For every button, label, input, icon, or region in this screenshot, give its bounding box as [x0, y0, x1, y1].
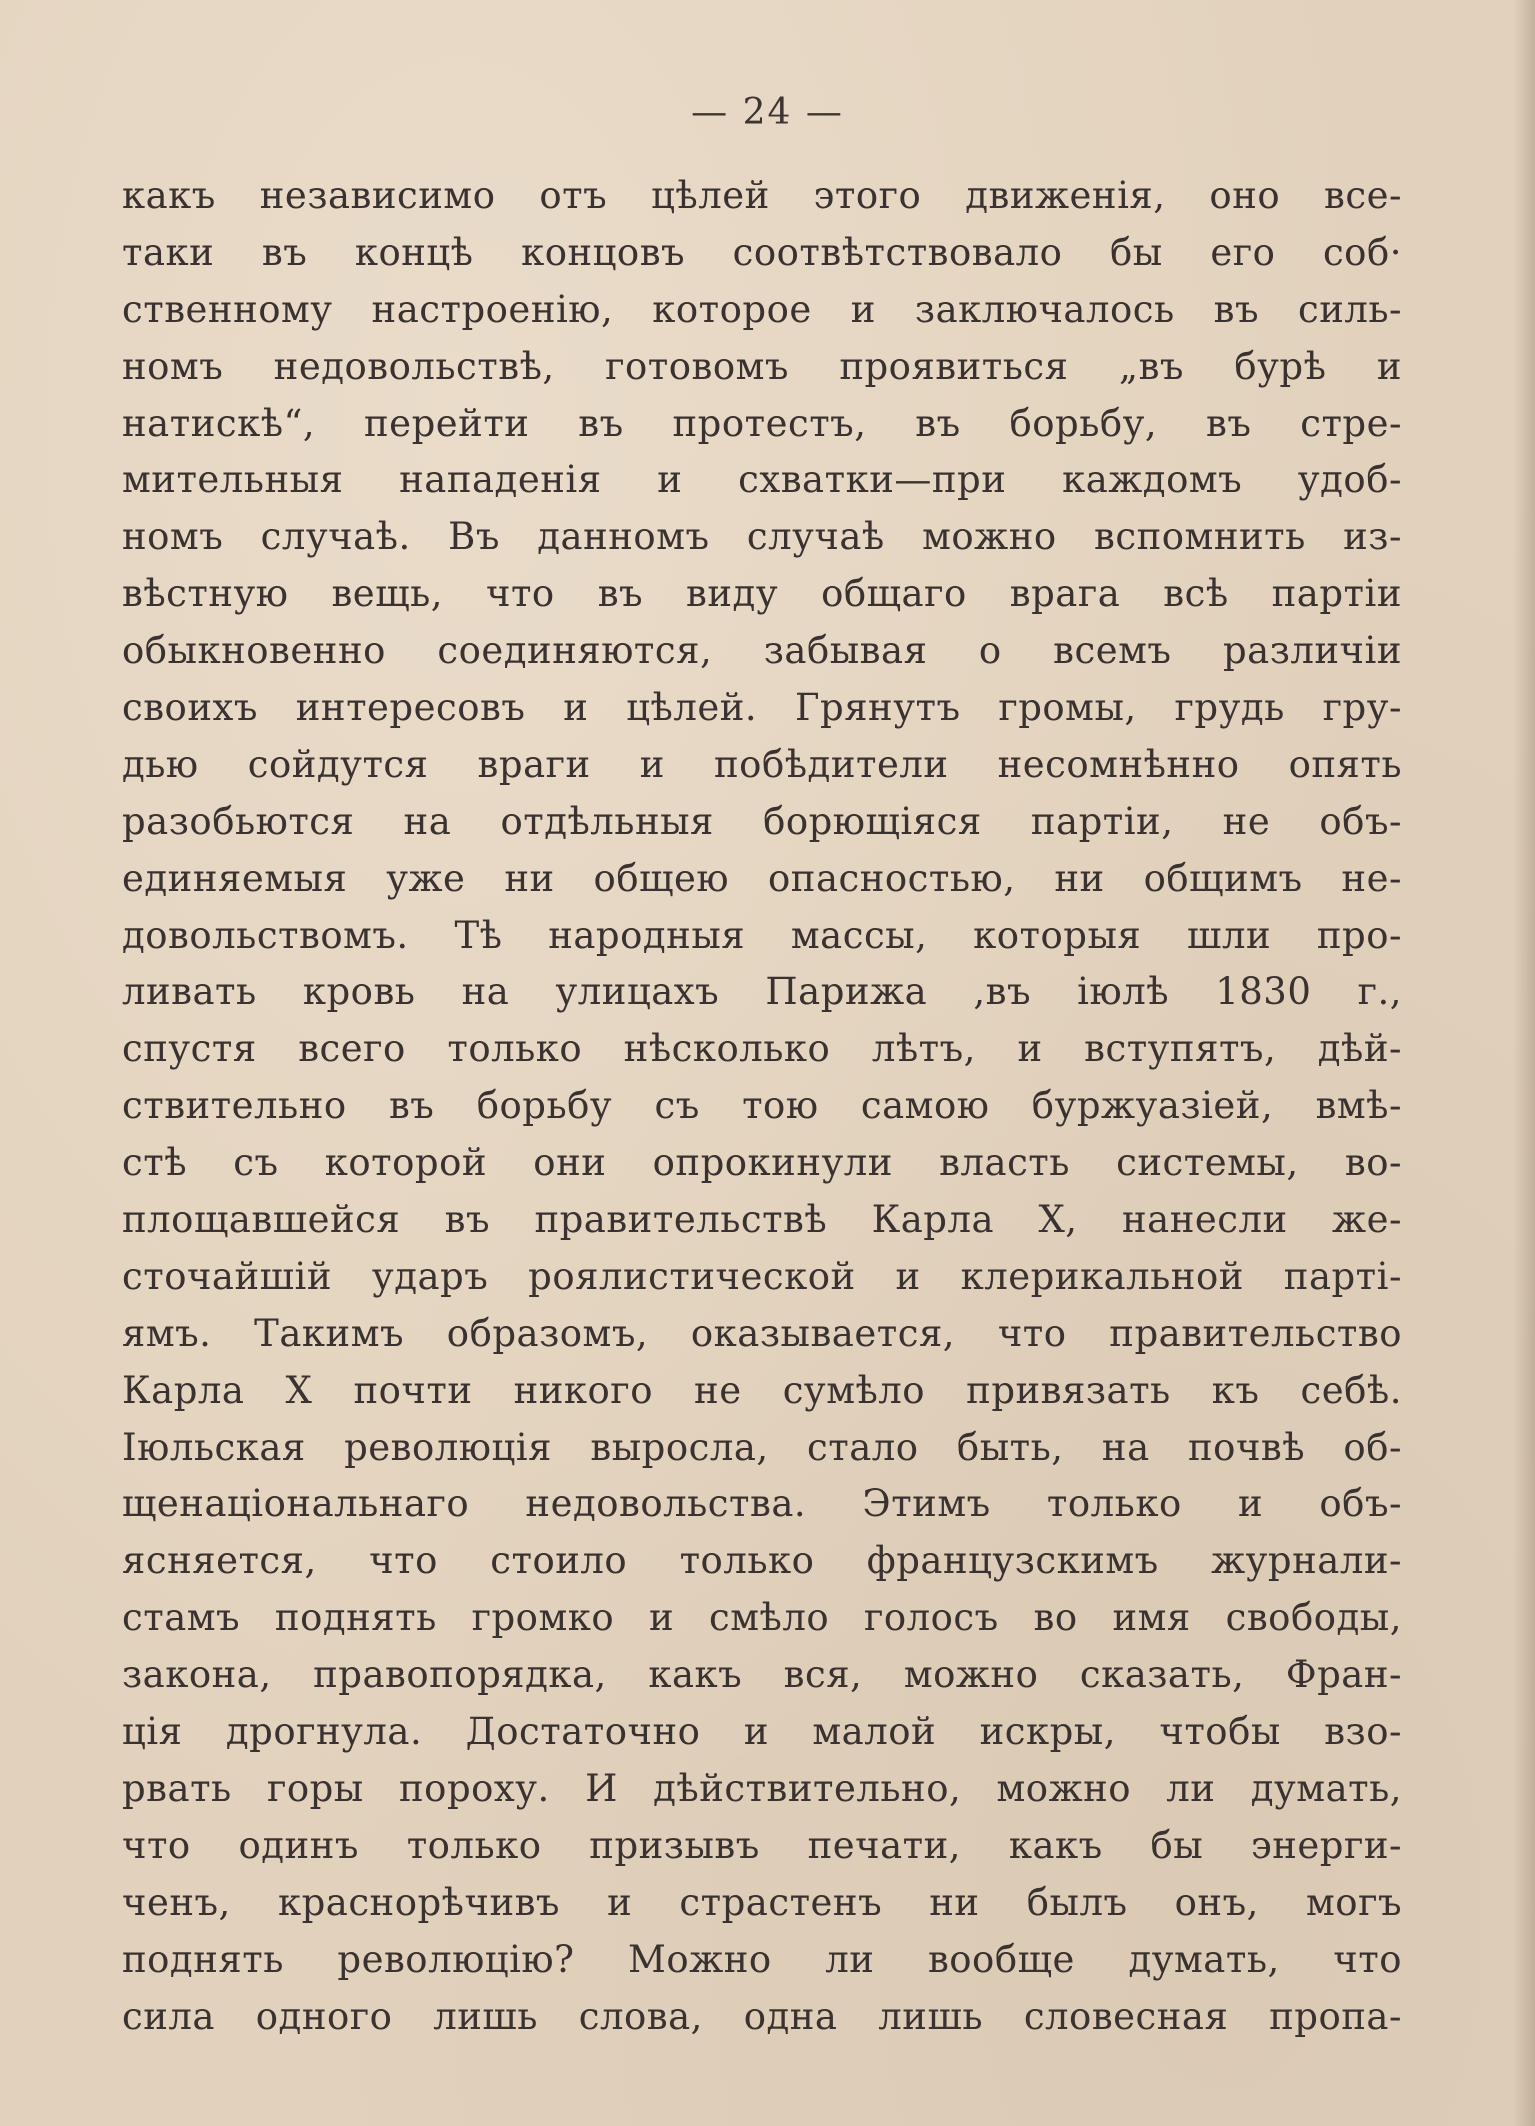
- text-line: таки въ концѣ концовъ соотвѣтствовало бы его соб·: [122, 230, 1402, 274]
- text-line: мительныя нападенія и схватки—при каждомъ удоб-: [122, 458, 1402, 502]
- text-line: какъ независимо отъ цѣлей этого движенія, оно все-: [122, 174, 1402, 217]
- text-line: стамъ поднять громко и смѣло голосъ во имя свободы,: [122, 1596, 1402, 1640]
- text-line: ясняется, что стоило только французскимъ журнали-: [122, 1539, 1402, 1583]
- text-line: дью сойдутся враги и побѣдители несомнѣнно опять: [122, 742, 1402, 786]
- text-line: ямъ. Такимъ образомъ, оказывается, что правительство: [122, 1311, 1402, 1355]
- text-line: ція дрогнула. Достаточно и малой искры, чтобы взо-: [122, 1710, 1402, 1754]
- text-line: площавшейся въ правительствѣ Карла X, нанесли же-: [122, 1198, 1402, 1242]
- text-line: Іюльская революція выросла, стало быть, на почвѣ об-: [122, 1425, 1402, 1469]
- text-line: номъ случаѣ. Въ данномъ случаѣ можно вспомнить из-: [122, 515, 1402, 559]
- text-line: щенаціональнаго недовольства. Этимъ только и объ-: [122, 1482, 1402, 1526]
- text-line: стѣ съ которой они опрокинули власть системы, во-: [122, 1141, 1402, 1185]
- text-line: ственному настроенію, которое и заключалось въ силь-: [122, 287, 1402, 331]
- text-line: закона, правопорядка, какъ вся, можно сказать, Фран-: [122, 1653, 1402, 1697]
- text-line: довольствомъ. Тѣ народныя массы, которыя шли про-: [122, 913, 1402, 957]
- text-line: что одинъ только призывъ печати, какъ бы энерги-: [122, 1823, 1402, 1867]
- text-line: обыкновенно соединяются, забывая о всемъ различіи: [122, 629, 1402, 673]
- text-line: разобьются на отдѣльныя борющіяся партіи, не объ-: [122, 799, 1402, 843]
- text-line: Карла X почти никого не сумѣло привязать къ себѣ.: [122, 1368, 1402, 1412]
- text-line: рвать горы пороху. И дѣйствительно, можно ли думать,: [122, 1766, 1402, 1810]
- text-line: сточайшій ударъ роялистической и клерикальной партi-: [122, 1254, 1402, 1298]
- text-line: ливать кровь на улицахъ Парижа ,въ іюлѣ 1830 г.,: [122, 970, 1402, 1014]
- page-number: — 24 —: [691, 92, 844, 133]
- text-line: вѣстную вещь, что въ виду общаго врага всѣ партіи: [122, 572, 1402, 616]
- text-line: своихъ интересовъ и цѣлей. Грянутъ громы, грудь гру-: [122, 686, 1402, 730]
- text-line: спустя всего только нѣсколько лѣтъ, и вступятъ, дѣй-: [122, 1027, 1402, 1071]
- text-line: сила одного лишь слова, одна лишь словесная пропа-: [122, 1994, 1402, 2038]
- text-line: натискѣ“, перейти въ протестъ, въ борьбу, въ стре-: [122, 401, 1402, 445]
- body-text: [122, 168, 1402, 2045]
- text-line: единяемыя уже ни общею опасностью, ни общимъ не-: [122, 856, 1402, 900]
- text-line: номъ недовольствѣ, готовомъ проявиться „въ бурѣ и: [122, 344, 1402, 388]
- text-line: поднять революцію? Можно ли вообще думать, что: [122, 1937, 1402, 1981]
- text-line: ченъ, краснорѣчивъ и страстенъ ни былъ онъ, могъ: [122, 1880, 1402, 1924]
- page-edge-shadow: [1513, 0, 1535, 2126]
- text-line: ствительно въ борьбу съ тою самою буржуазіей, вмѣ-: [122, 1084, 1402, 1128]
